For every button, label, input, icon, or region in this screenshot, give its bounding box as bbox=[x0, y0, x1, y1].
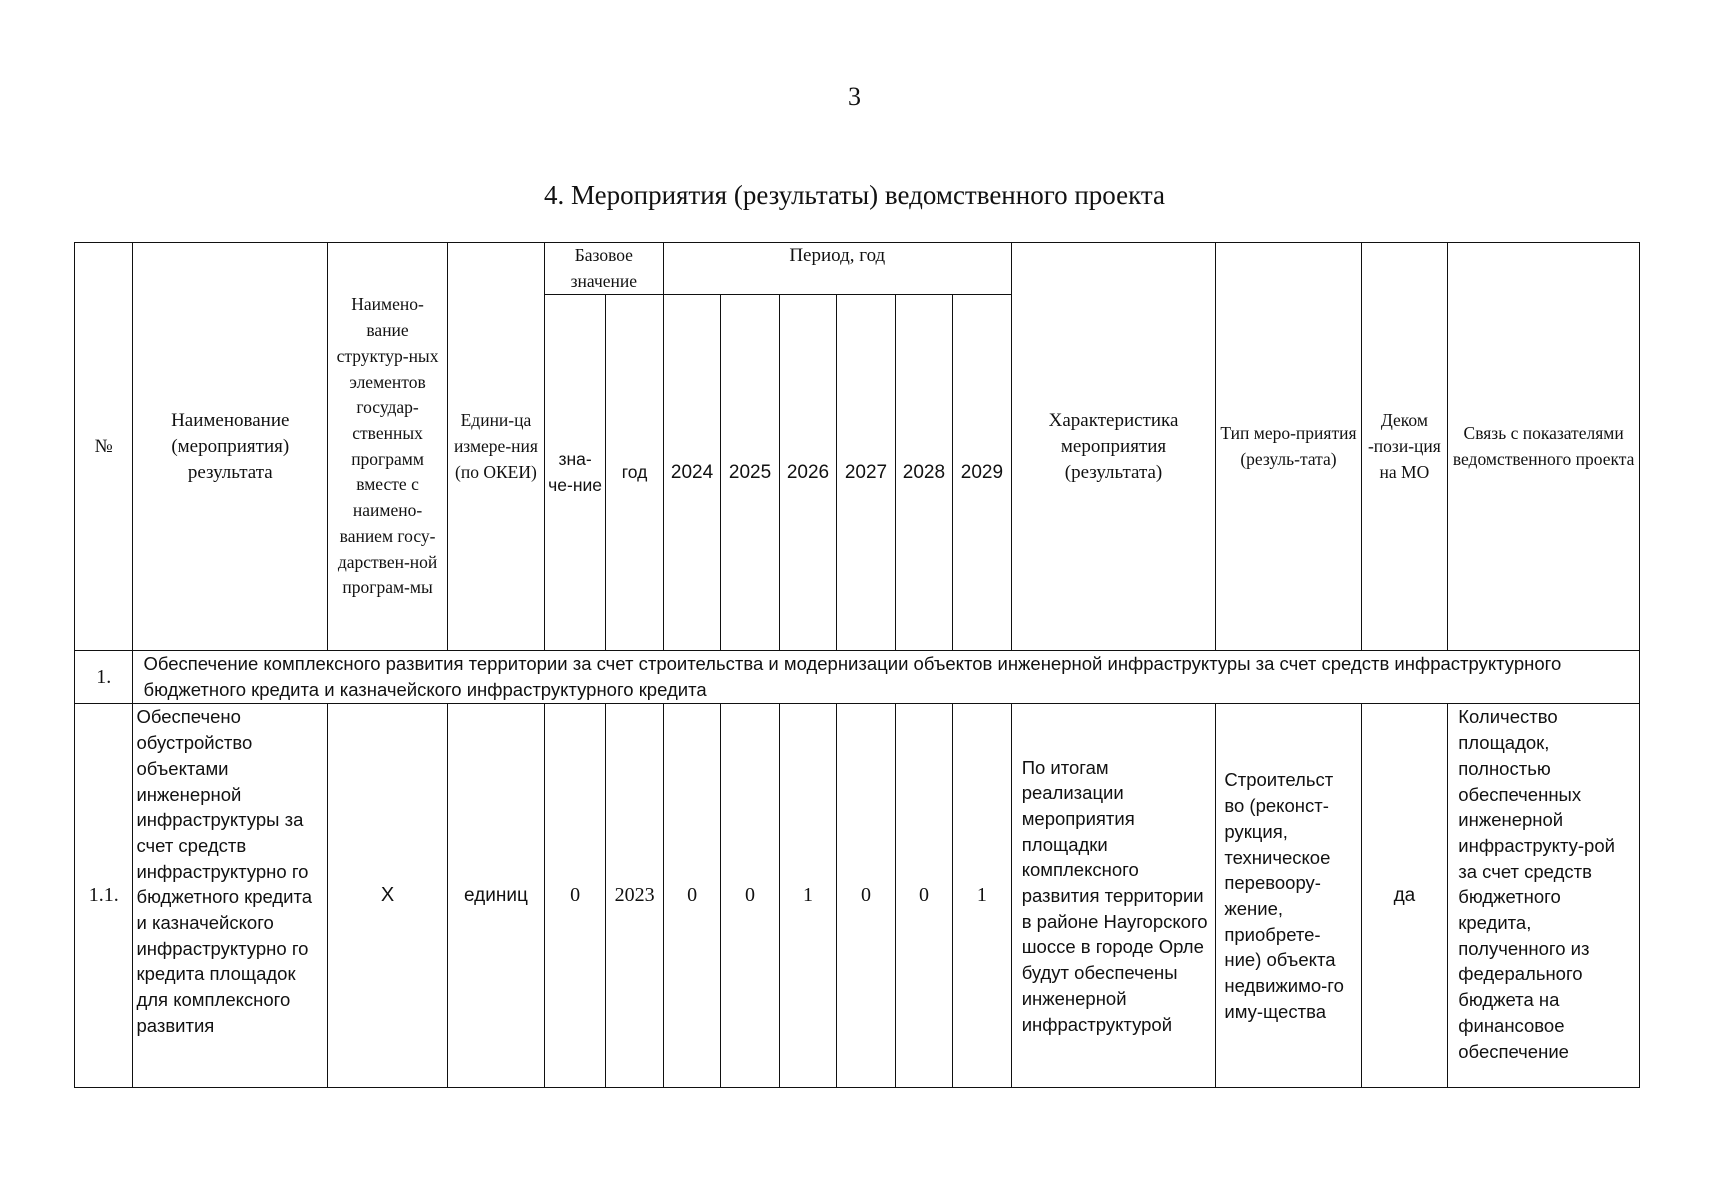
header-structural-elements: Наимено-вание структур-ных элементов государ-ственных программ вместе с наимено-ванием госу-дарствен-ной програм-мы bbox=[328, 243, 448, 651]
header-period: Период, год bbox=[663, 243, 1011, 295]
header-name: Наименование (мероприятия) результата bbox=[133, 243, 328, 651]
row-characteristic: По итогам реализации мероприятия площадки комплексного развития территории в районе Наугорского шоссе в городе Орле будут обеспечены инженерной инфраструктурой bbox=[1011, 704, 1216, 1088]
row-value-2028: 0 bbox=[895, 704, 952, 1088]
header-base-value: Базовое значение bbox=[544, 243, 663, 295]
header-type: Тип меро-приятия (резуль-тата) bbox=[1216, 243, 1361, 651]
measures-table bbox=[74, 242, 1640, 1088]
row-value-2027: 0 bbox=[837, 704, 895, 1088]
row-name: Обеспечено обустройство объектами инженерной инфраструктуры за счет средств инфраструктурно го бюджетного кредита и казначейского инфраструктурно го кредита площадок для комплексного развития bbox=[133, 704, 328, 1088]
row-num: 1.1. bbox=[75, 704, 133, 1088]
header-characteristic: Характеристика мероприятия (результата) bbox=[1011, 243, 1216, 651]
header-row-1 bbox=[75, 243, 1640, 295]
row-decomposition: да bbox=[1361, 704, 1448, 1088]
section-text: Обеспечение комплексного развития территории за счет строительства и модернизации объектов инженерной инфраструктуры за счет средств инфраструктурного бюджетного кредита и казначейского инфраструктурного кредита bbox=[133, 651, 1640, 704]
header-year-2026: 2026 bbox=[779, 295, 836, 651]
table-row bbox=[75, 704, 1640, 1088]
row-link: Количество площадок, полностью обеспеченных инженерной инфраструкту-рой за счет средств бюджетного кредита, полученного из федерального бюджета на финансовое обеспечение bbox=[1448, 704, 1640, 1088]
section-row bbox=[75, 651, 1640, 704]
header-num: № bbox=[75, 243, 133, 651]
row-type: Строительст во (реконст-рукция, техническое перевоору-жение, приобрете-ние) объекта недвижимо-го иму-щества bbox=[1216, 704, 1361, 1088]
row-value-2029: 1 bbox=[953, 704, 1012, 1088]
row-structural: Х bbox=[328, 704, 448, 1088]
section-num: 1. bbox=[75, 651, 133, 704]
header-year-2028: 2028 bbox=[895, 295, 952, 651]
header-unit: Едини-ца измере-ния (по ОКЕИ) bbox=[448, 243, 545, 651]
header-decomposition: Деком -пози-ция на МО bbox=[1361, 243, 1448, 651]
row-value-2026: 1 bbox=[779, 704, 836, 1088]
header-year-2024: 2024 bbox=[663, 295, 720, 651]
header-link: Связь с показателями ведомственного проекта bbox=[1448, 243, 1640, 651]
header-year-2029: 2029 bbox=[953, 295, 1012, 651]
row-base-value: 0 bbox=[544, 704, 606, 1088]
row-value-2024: 0 bbox=[663, 704, 720, 1088]
row-base-year: 2023 bbox=[606, 704, 663, 1088]
row-value-2025: 0 bbox=[721, 704, 779, 1088]
header-base-value-value: зна-че-ние bbox=[544, 295, 606, 651]
page-number: 3 bbox=[848, 82, 861, 111]
section-title: 4. Мероприятия (результаты) ведомственного проекта bbox=[543, 180, 1165, 210]
row-unit: единиц bbox=[448, 704, 545, 1088]
header-base-value-year: год bbox=[606, 295, 663, 651]
header-year-2025: 2025 bbox=[721, 295, 779, 651]
header-year-2027: 2027 bbox=[837, 295, 895, 651]
